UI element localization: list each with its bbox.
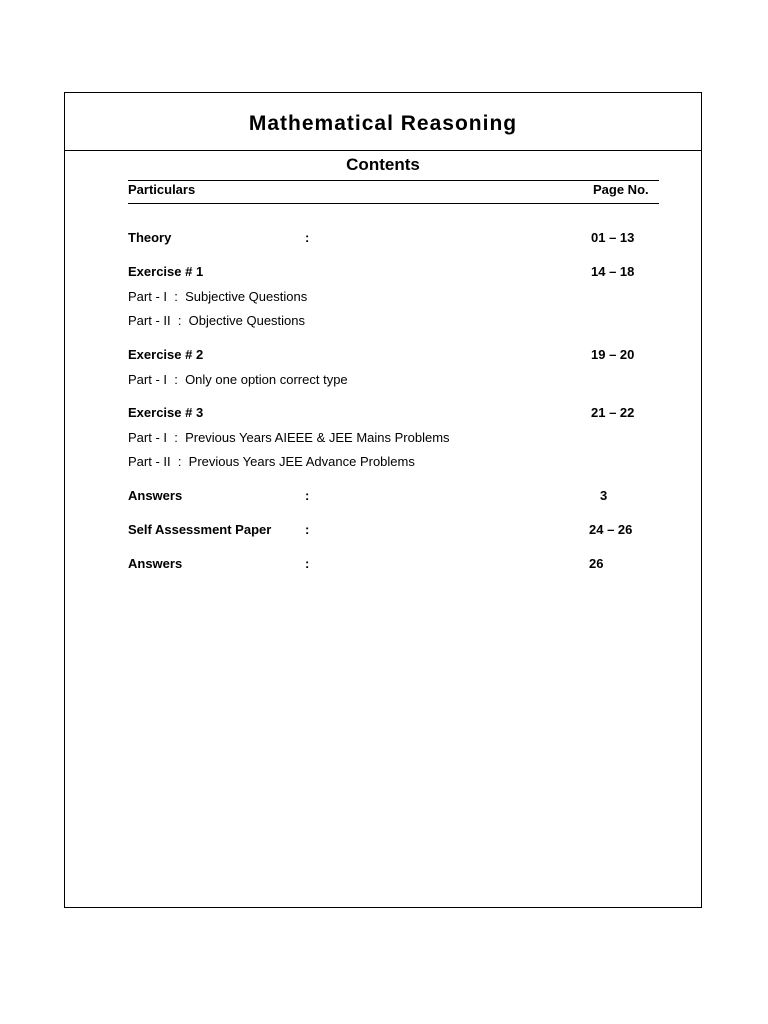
toc-label: Part - II : Previous Years JEE Advance Problems (128, 454, 415, 469)
toc-label: Theory (128, 230, 172, 245)
particulars-header: Particulars (128, 182, 196, 197)
toc-row-answers-2 (65, 556, 701, 574)
toc-label: Part - II : Objective Questions (128, 313, 306, 328)
toc-page: 21 – 22 (591, 405, 635, 420)
toc-label: Part - I : Only one option correct type (128, 372, 348, 387)
toc-label: Exercise # 2 (128, 347, 204, 362)
title-band (65, 93, 701, 151)
toc-label: Exercise # 1 (128, 264, 204, 279)
toc-page: 26 (589, 556, 604, 571)
toc-colon: : (305, 230, 310, 245)
toc-label: Exercise # 3 (128, 405, 204, 420)
toc-label: Part - I : Subjective Questions (128, 289, 308, 304)
header-top-rule (128, 180, 659, 181)
toc-page: 19 – 20 (591, 347, 635, 362)
document-title: Mathematical Reasoning (248, 112, 518, 135)
toc-row-exercise-3 (65, 405, 701, 423)
toc-row-exercise-3-part-2 (65, 454, 701, 472)
toc-row-answers (65, 488, 701, 506)
contents-heading: Contents (346, 155, 420, 174)
toc-page: 14 – 18 (591, 264, 635, 279)
header-bottom-rule (128, 203, 659, 204)
toc-colon: : (305, 488, 310, 503)
toc-page: 01 – 13 (591, 230, 635, 245)
toc-row-exercise-2 (65, 347, 701, 365)
toc-row-exercise-1-part-1 (65, 289, 701, 307)
toc-row-self-assessment (65, 522, 701, 540)
toc-page: 24 – 26 (589, 522, 633, 537)
toc-page: 3 (600, 488, 608, 503)
toc-row-exercise-3-part-1 (65, 430, 701, 448)
page-no-header: Page No. (593, 182, 649, 197)
toc-row-exercise-1-part-2 (65, 313, 701, 331)
toc-row-exercise-2-part-1 (65, 372, 701, 390)
page-frame (64, 92, 702, 908)
toc-row-theory (65, 230, 701, 248)
toc-colon: : (305, 556, 310, 571)
toc-label: Self Assessment Paper (128, 522, 272, 537)
toc-label: Answers (128, 488, 183, 503)
toc-colon: : (305, 522, 310, 537)
toc-row-exercise-1 (65, 264, 701, 282)
toc-label: Answers (128, 556, 183, 571)
toc-label: Part - I : Previous Years AIEEE & JEE Mains Problems (128, 430, 450, 445)
